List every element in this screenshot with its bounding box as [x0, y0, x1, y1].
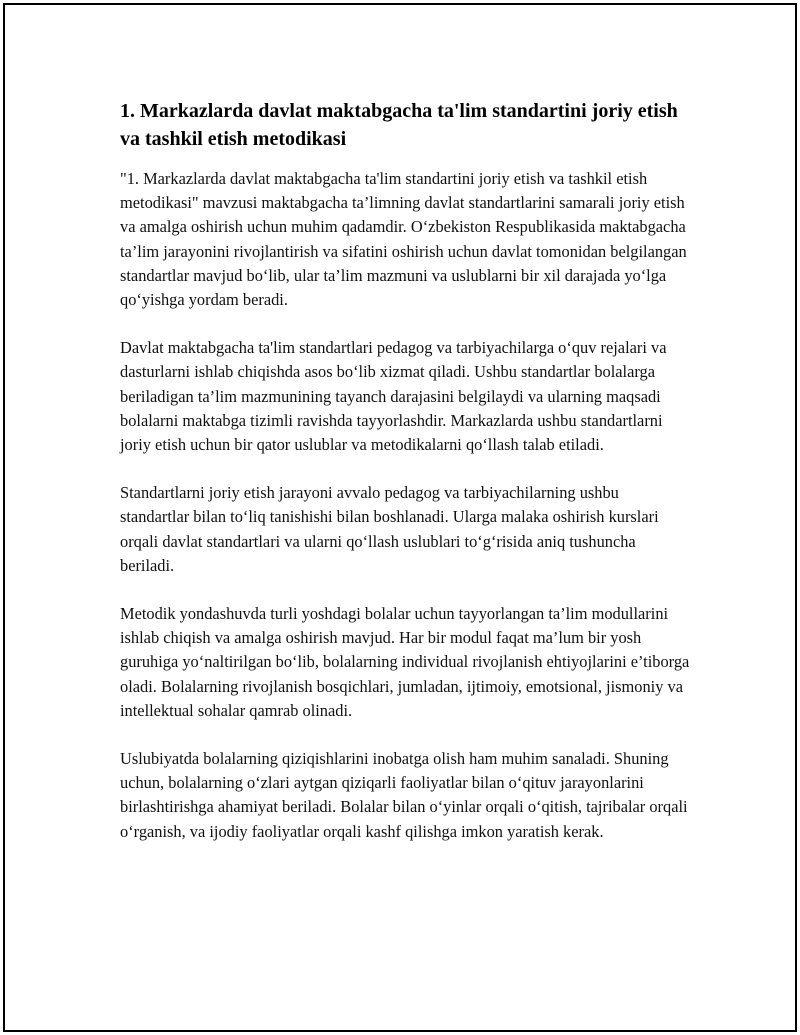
paragraph-2: Davlat maktabgacha ta'lim standartlari pedagog va tarbiyachilarga o‘quv rejalari va dasturlarni ishlab chiqishda asos bo‘lib xizmat qiladi. Ushbu standartlar bolalarga beriladigan ta’lim mazmunining tayanch darajasini belgilaydi va ularning maqsadi bolalarni maktabga tizimli ravishda tayyorlashdir. Markazlarda ushbu standartlarni joriy etish uchun bir qator uslublar va metodikalarni qo‘llash talab etiladi.: [120, 338, 667, 455]
page-frame: [3, 3, 797, 1032]
document-title: 1. Markazlarda davlat maktabgacha ta'lim standartini joriy etish va tashkil etish metodikasi: [120, 100, 678, 150]
paragraph-1: "1. Markazlarda davlat maktabgacha ta'lim standartini joriy etish va tashkil etish metodikasi" mavzusi maktabgacha ta’limning davlat standartlarini samarali joriy etish va amalga oshirish uchun muhim qadamdir. O‘zbekiston Respublikasida maktabgacha ta’lim jarayonini rivojlantirish va sifatini oshirish uchun davlat tomonidan belgilangan standartlar mavjud bo‘lib, ular ta’lim mazmuni va uslublarni bir xil darajada yo‘lga qo‘yishga yordam beradi.: [120, 169, 687, 310]
paragraph-5: Uslubiyatda bolalarning qiziqishlarini inobatga olish ham muhim sanaladi. Shuning uchun, bolalarning o‘zlari aytgan qiziqarli faoliyatlar bilan o‘qituv jarayonlarini birlashtirishga ahamiyat beriladi. Bolalar bilan o‘yinlar orqali o‘qitish, tajribalar orqali o‘rganish, va ijodiy faoliyatlar orqali kashf qilishga imkon yaratish kerak.: [120, 749, 688, 841]
paragraph-4: Metodik yondashuvda turli yoshdagi bolalar uchun tayyorlangan ta’lim modullarini ishlab chiqish va amalga oshirish mavjud. Har bir modul faqat ma’lum bir yosh guruhiga yo‘naltirilgan bo‘lib, bolalarning individual rivojlanish ehtiyojlarini e’tiborga oladi. Bolalarning rivojlanish bosqichlari, jumladan, ijtimoiy, emotsional, jismoniy va intellektual sohalar qamrab olinadi.: [120, 604, 690, 720]
paragraph-3: Standartlarni joriy etish jarayoni avvalo pedagog va tarbiyachilarning ushbu standartlar bilan to‘liq tanishishi bilan boshlanadi. Ularga malaka oshirish kurslari orqali davlat standartlari va ularni qo‘llash uslublari to‘g‘risida aniq tushuncha beriladi.: [120, 483, 659, 575]
document-body: [120, 97, 690, 868]
